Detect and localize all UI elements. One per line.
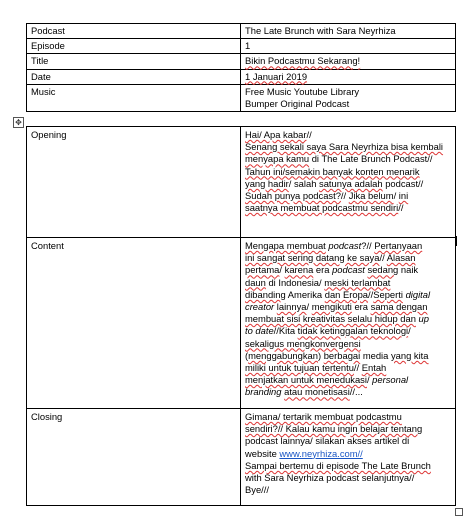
- content-line: membuat sisi kreativitas selalu hidup dan up: [245, 313, 429, 325]
- value-music[interactable]: [241, 84, 456, 111]
- content-line: Mengapa membuat podcast?// Pertanyaan: [245, 240, 423, 251]
- table-row: [27, 238, 456, 409]
- music-line-2: Bumper Original Podcast: [245, 98, 350, 110]
- content-line: ini sangat sering datang ke saya// Alasan: [245, 252, 416, 264]
- music-line-1: Free Music Youtube Library: [245, 85, 360, 97]
- label-episode[interactable]: Episode: [27, 39, 241, 54]
- content-line: menjatkan untuk menedukasi/ personal: [245, 374, 409, 386]
- value-date[interactable]: [241, 69, 456, 84]
- closing-line: with Sara Neyrhiza podcast selanjutnya//: [245, 472, 415, 484]
- label-music[interactable]: Music: [27, 84, 241, 111]
- title-text: Bikin Podcastmu Sekarang!: [245, 55, 361, 67]
- resize-square-icon[interactable]: [455, 508, 463, 516]
- label-date[interactable]: Date: [27, 69, 241, 84]
- date-text: 1 Januari 2019: [245, 70, 308, 82]
- closing-line: Bye///: [245, 484, 269, 496]
- value-episode[interactable]: 1: [241, 39, 456, 54]
- podcast-info-table: [26, 23, 456, 112]
- table-row: [27, 39, 456, 54]
- closing-line: podcast lainnya/ silakan akses artikel di: [245, 435, 410, 447]
- label-title[interactable]: Title: [27, 54, 241, 69]
- opening-line: yang hadir/ salah satunya adalah podcast//: [245, 177, 424, 189]
- section-body-content[interactable]: [241, 238, 456, 409]
- content-line: pertama/ karena era podcast sedang naik: [245, 264, 419, 276]
- opening-line: Senang sekali saya Sara Neyrhiza bisa kembali: [245, 141, 444, 153]
- section-label-closing[interactable]: Closing: [27, 409, 241, 506]
- closing-line: sendiri?// Kalau kamu ingin belajar tentang: [245, 423, 423, 435]
- table-row: [27, 127, 456, 238]
- podcast-script-table: [26, 126, 456, 506]
- opening-line: Sudah punya podcast?// Jika belum/ ini: [245, 190, 409, 202]
- section-body-opening[interactable]: [241, 127, 456, 238]
- content-line: daun di Indonesia/ meski terlambat: [245, 276, 391, 288]
- opening-line: saatnya membuat podcastmu sendiri//: [245, 202, 404, 214]
- content-line: sekaligus mengkonvergensi: [245, 337, 361, 349]
- move-cross-icon[interactable]: ✥: [13, 117, 24, 128]
- website-link[interactable]: www.neyrhiza.com//: [279, 447, 363, 459]
- table-row: [27, 24, 456, 39]
- value-title[interactable]: [241, 54, 456, 69]
- label-podcast[interactable]: Podcast: [27, 24, 241, 39]
- content-line: (menggabungkan) berbagai media yang kita: [245, 349, 429, 361]
- table-row: [27, 84, 456, 111]
- content-line: creator lainnya/ mengikuti era sama dengan: [245, 301, 428, 313]
- content-line: miliki untuk tujuan tertentu// Entah: [245, 362, 387, 374]
- table-row: [27, 409, 456, 506]
- opening-line: Tahun ini/semakin banyak konten menarik: [245, 165, 420, 177]
- section-label-content[interactable]: Content: [27, 238, 241, 409]
- table-row: [27, 54, 456, 69]
- content-line: dibanding Amerika dan Eropa//Seperti digital: [245, 288, 431, 300]
- content-line: to date//Kita tidak ketinggalan teknologi/: [245, 325, 411, 337]
- closing-line: Sampai bertemu di episode The Late Brunch: [245, 459, 431, 471]
- content-line: branding atau monetisasi//...: [245, 386, 363, 398]
- opening-line: Hai/ Apa kabar//: [245, 129, 312, 140]
- closing-line: website www.neyrhiza.com//: [245, 447, 363, 459]
- text-cursor: [456, 236, 457, 246]
- table-row: [27, 69, 456, 84]
- opening-line: menyapa kamu di The Late Brunch Podcast//: [245, 153, 433, 165]
- closing-line: Gimana/ tertarik membuat podcastmu: [245, 411, 402, 422]
- section-label-opening[interactable]: Opening: [27, 127, 241, 238]
- value-podcast[interactable]: The Late Brunch with Sara Neyrhiza: [241, 24, 456, 39]
- section-body-closing[interactable]: [241, 409, 456, 506]
